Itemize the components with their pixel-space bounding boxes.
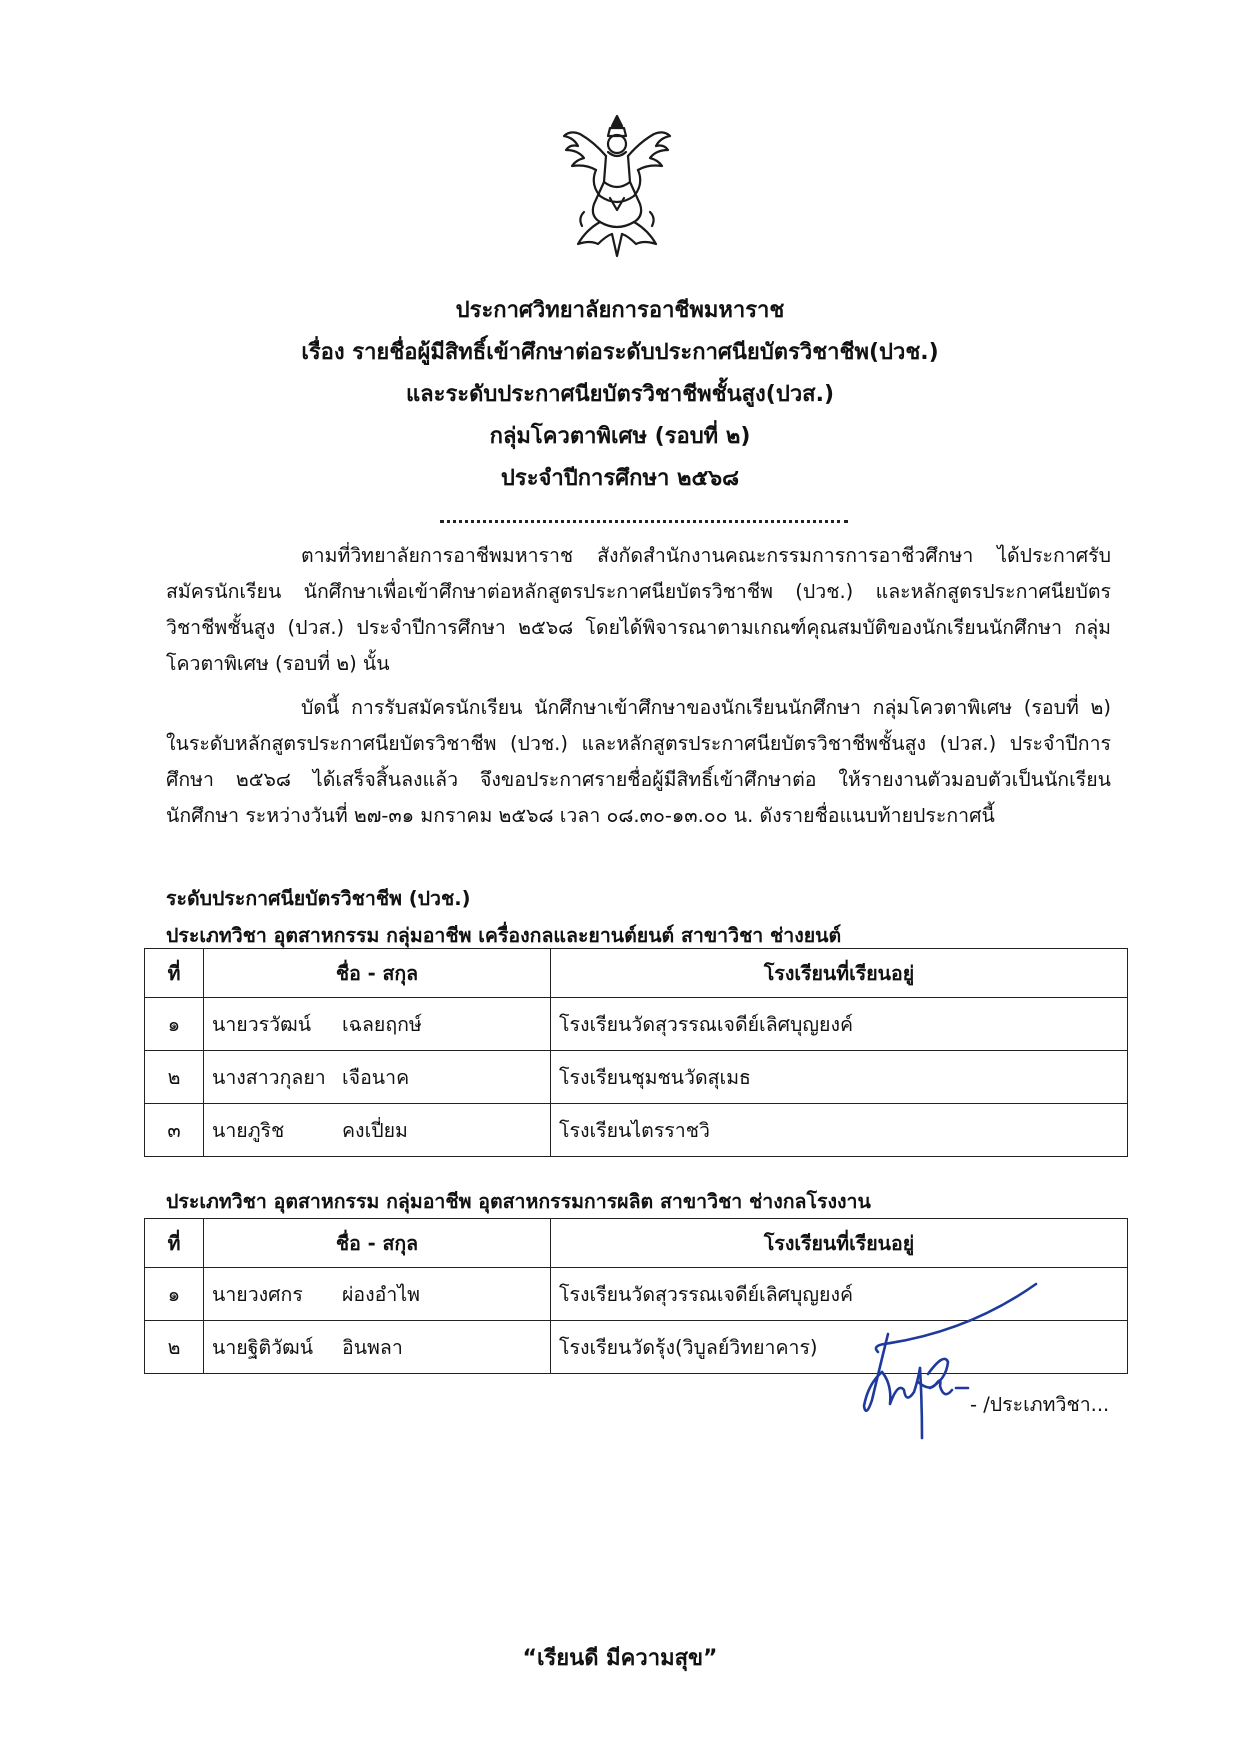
- body-paragraph-2-text: บัดนี้ การรับสมัครนักเรียน นักศึกษาเข้าศึกษาของนักเรียนนักศึกษา กลุ่มโควตาพิเศษ (รอบที่ ๒) ในระดับหลักสูตรประกาศนียบัตรวิชาชีพ (ปวช.) และหลักสูตรประกาศนียบัตรวิชาชีพชั้นสูง (ปวส.) ประจำปีการศึกษา ๒๕๖๘ ได้เสร็จสิ้นลงแล้ว จึงขอประกาศรายชื่อผู้มีสิทธิ์เข้าศึกษาต่อ ให้รายงานตัวมอบตัวเป็นนักเรียนนักศึกษา ระหว่างวันที่ ๒๗-๓๑ มกราคม ๒๕๖๘ เวลา ๐๘.๓๐-๑๓.๐๐ น. ดังรายชื่อแนบท้ายประกาศนี้: [166, 696, 1111, 827]
- school-name: โรงเรียนวัดรุ้ง(วิบูลย์วิทยาคาร): [551, 1321, 1128, 1374]
- student-first-name: นายวรวัฒน์: [212, 1012, 312, 1036]
- column-header-school: โรงเรียนที่เรียนอยู่: [551, 1219, 1128, 1268]
- student-last-name: ผ่องอำไพ: [342, 1282, 420, 1306]
- student-first-name: นายวงศกร: [212, 1282, 303, 1306]
- school-name: โรงเรียนชุมชนวัดสุเมธ: [551, 1051, 1128, 1104]
- student-first-name: นายภูริช: [212, 1118, 285, 1142]
- column-header-school: โรงเรียนที่เรียนอยู่: [551, 949, 1128, 998]
- table-row: [145, 1104, 1128, 1157]
- student-name: [204, 1051, 551, 1104]
- body-paragraph-2: [166, 690, 1111, 834]
- announcement-title: [150, 290, 1090, 500]
- title-line-1: ประกาศวิทยาลัยการอาชีพมหาราช: [455, 298, 785, 323]
- table-row: [145, 1051, 1128, 1104]
- row-number: ๑: [145, 998, 204, 1051]
- level-heading: ระดับประกาศนียบัตรวิชาชีพ (ปวช.): [166, 887, 471, 910]
- row-number: ๓: [145, 1104, 204, 1157]
- school-name: โรงเรียนวัดสุวรรณเจดีย์เลิศบุญยงค์: [551, 1268, 1128, 1321]
- title-line-3: และระดับประกาศนียบัตรวิชาชีพชั้นสูง(ปวส.): [405, 382, 835, 407]
- column-header-no: ที่: [145, 949, 204, 998]
- body-paragraph-1-text: ตามที่วิทยาลัยการอาชีพมหาราช สังกัดสำนักงานคณะกรรมการการอาชีวศึกษา ได้ประกาศรับสมัครนักเรียน นักศึกษาเพื่อเข้าศึกษาต่อหลักสูตรประกาศนียบัตรวิชาชีพ (ปวช.) และหลักสูตรประกาศนียบัตรวิชาชีพชั้นสูง (ปวส.) ประจำปีการศึกษา ๒๕๖๘ โดยได้พิจารณาตามเกณฑ์คุณสมบัติของนักเรียนนักศึกษา กลุ่มโควตาพิเศษ (รอบที่ ๒) นั้น: [166, 544, 1111, 675]
- title-line-2: เรื่อง รายชื่อผู้มีสิทธิ์เข้าศึกษาต่อระดับประกาศนียบัตรวิชาชีพ(ปวช.): [301, 340, 939, 365]
- column-header-name: ชื่อ - สกุล: [204, 949, 551, 998]
- column-header-no: ที่: [145, 1219, 204, 1268]
- student-name: [204, 1321, 551, 1374]
- school-name: โรงเรียนวัดสุวรรณเจดีย์เลิศบุญยงค์: [551, 998, 1128, 1051]
- signature-scribble: [848, 1272, 1048, 1472]
- table-row: [145, 998, 1128, 1051]
- student-last-name: คงเปี่ยม: [342, 1118, 408, 1142]
- table-header-row: [145, 949, 1128, 998]
- garuda-emblem-icon: [560, 112, 674, 260]
- body-paragraph-1: [166, 538, 1111, 682]
- footer-motto: “เรียนดี มีความสุข”: [522, 1646, 718, 1671]
- student-first-name: นางสาวกุลยา: [212, 1065, 326, 1089]
- dotted-divider: [440, 520, 848, 523]
- student-last-name: เฉลยฤกษ์: [342, 1012, 422, 1036]
- section-heading-machine-shop: ประเภทวิชา อุตสาหกรรม กลุ่มอาชีพ อุตสาหกรรมการผลิต สาขาวิชา ช่างกลโรงงาน: [166, 1190, 871, 1213]
- title-line-5: ประจำปีการศึกษา ๒๕๖๘: [500, 466, 740, 491]
- roster-table-auto-mechanic: [144, 948, 1128, 1157]
- row-number: ๒: [145, 1321, 204, 1374]
- title-line-4: กลุ่มโควตาพิเศษ (รอบที่ ๒): [489, 424, 751, 449]
- school-name: โรงเรียนไตรราชวิ: [551, 1104, 1128, 1157]
- student-name: [204, 1104, 551, 1157]
- table-header-row: [145, 1219, 1128, 1268]
- student-first-name: นายฐิติวัฒน์: [212, 1335, 314, 1359]
- section-heading-auto-mechanic: ประเภทวิชา อุตสาหกรรม กลุ่มอาชีพ เครื่องกลและยานต์ยนต์ สาขาวิชา ช่างยนต์: [166, 924, 842, 947]
- column-header-name: ชื่อ - สกุล: [204, 1219, 551, 1268]
- row-number: ๑: [145, 1268, 204, 1321]
- student-name: [204, 998, 551, 1051]
- row-number: ๒: [145, 1051, 204, 1104]
- student-last-name: อินพลา: [342, 1335, 403, 1359]
- student-last-name: เจือนาค: [342, 1065, 410, 1089]
- page-continuation-label: - /ประเภทวิชา...: [970, 1393, 1110, 1416]
- student-name: [204, 1268, 551, 1321]
